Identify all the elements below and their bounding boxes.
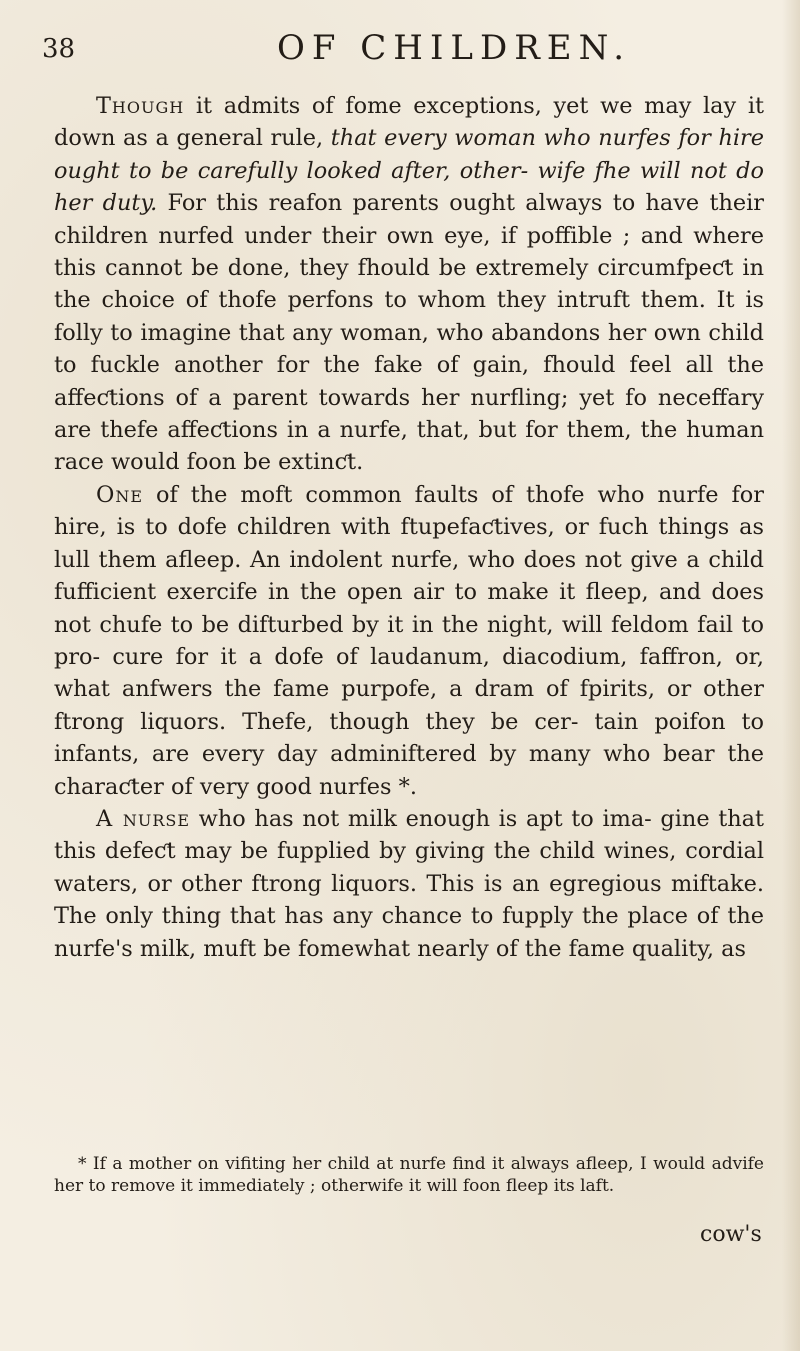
paragraph-1-lead: Though [96, 93, 185, 119]
body-text [54, 90, 764, 965]
page-edge-shadow [782, 0, 800, 1351]
paragraph-2-text: of the moft common faults of thofe who nurfe for hire, is to dofe children with ftupefaƈtives, or fuch things as lull them afleep. An indolent nurfe, who does not give a child fufficient exercife in the open air to make it fleep, and does not chufe to be difturbed by it in the night, will feldom fail to pro- cure for it a dofe of laudanum, diacodium, faffron, or, what anfwers the fame purpofe, a dram of fpirits, or other ftrong liquors. Thefe, though they be cer- tain poifon to infants, are every day adminiftered by many who bear the charaƈter of very good nurfes *. [54, 481, 764, 800]
page-number: 38 [42, 34, 76, 64]
paragraph-3-text: who has not milk enough is apt to ima- gine that this defeƈt may be fupplied by giving the child wines, cordial waters, or other ftrong liquors. This is an egregious miftake. The only thing that has any chance to fupply the place of the nurfe's milk, muft be fomewhat nearly of the fame quality, as [54, 805, 764, 962]
running-head [42, 22, 762, 72]
paragraph-3-lead: A nurse [96, 805, 191, 832]
paragraph-1-emphasis: that every woman who nurfes for hire ought to be carefully looked after, other- wife fhe will not do her duty. [54, 125, 765, 217]
paragraph-1-text-a: it admits of fome exceptions, yet we may lay it down as a general rule, [54, 93, 764, 152]
footnote [54, 1153, 764, 1197]
footnote-text: * If a mother on vifiting her child at nurfe find it always afleep, I would advife her to remove it immediately ; otherwife it will foon fleep its laft. [54, 1154, 764, 1196]
paragraph-1-text-b: For this reafon parents ought always to have their children nurfed under their own eye, if poffible ; and where this cannot be done, they fhould be extremely circumfpeƈt in the choice of thofe perfons to whom they intruft them. It is folly to imagine that any woman, who abandons her own child to fuckle another for the fake of gain, fhould feel all the affeƈtions of a parent towards her nurfling; yet fo neceffary are thefe affeƈtions in a nurfe, that, but for them, the human race would foon be extinƈt. [54, 190, 764, 476]
paragraph-2-lead: One [96, 481, 144, 508]
paragraph-3 [54, 803, 764, 965]
paragraph-2 [54, 479, 764, 803]
catchword: cow's [700, 1222, 762, 1247]
running-title: OF CHILDREN. [277, 28, 632, 68]
paragraph-1 [54, 90, 764, 479]
